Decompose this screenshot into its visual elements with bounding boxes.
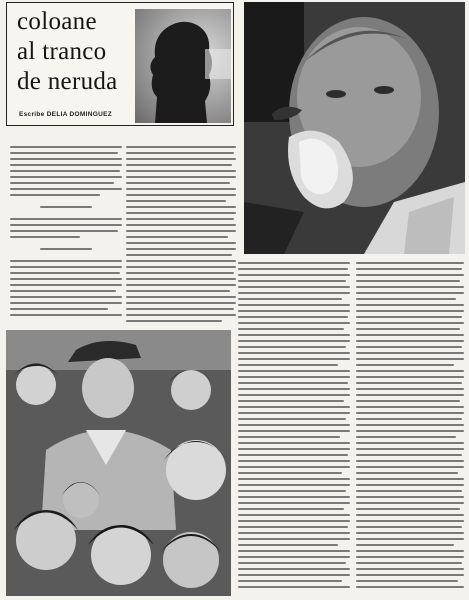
headline	[17, 7, 142, 97]
profile-photo	[135, 9, 231, 123]
text-column-left-upper	[10, 140, 122, 320]
headline-line-2: al tranco	[17, 38, 107, 65]
crowd-photo	[6, 330, 231, 596]
headline-box	[6, 2, 234, 126]
headline-line-1: coloane	[17, 8, 97, 35]
byline: Escribe DELIA DOMINGUEZ	[19, 111, 112, 118]
headline-line-3: de neruda	[17, 68, 118, 95]
portrait-photo	[244, 2, 465, 254]
text-column-middle-upper	[126, 140, 236, 330]
text-column-center-lower	[238, 258, 350, 594]
text-column-right-lower	[356, 258, 464, 594]
